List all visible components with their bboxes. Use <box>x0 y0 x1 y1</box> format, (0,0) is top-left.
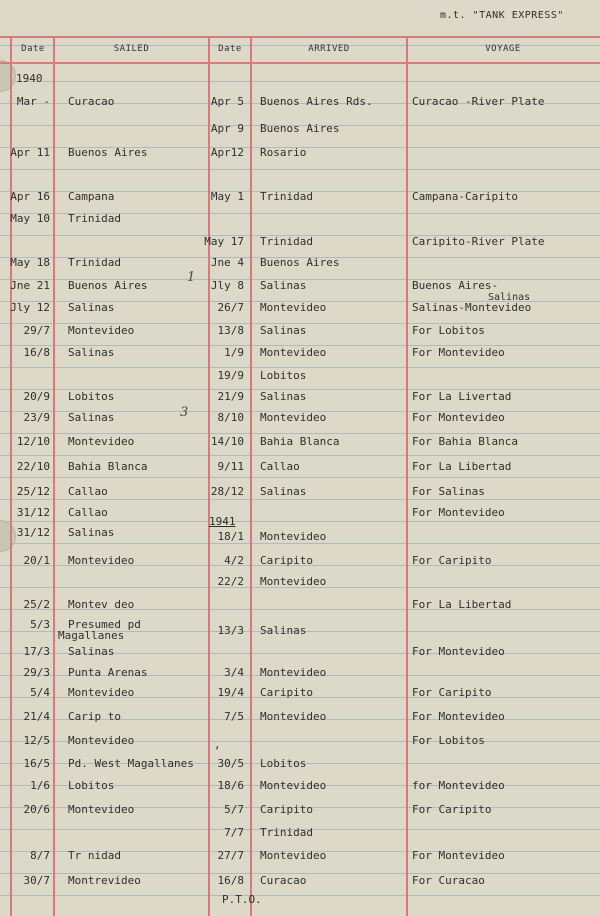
arrived-date: 1/9 <box>224 346 244 359</box>
sailed-date: Apr 11 <box>10 146 50 159</box>
sailed-date: Jne 21 <box>10 279 50 292</box>
arrived-date: 18/1 <box>217 530 244 543</box>
handwritten-mark: 1 <box>187 270 196 285</box>
sailed-date: 31/12 <box>16 506 50 519</box>
arrived-port: Montevideo <box>260 411 327 424</box>
sailed-date: 16/5 <box>23 757 50 770</box>
arrived-port: Montevideo <box>260 849 327 862</box>
arrived-port: Salinas <box>260 390 307 403</box>
arrived-date: 21/9 <box>217 390 244 403</box>
voyage: For La Libertad <box>412 460 512 473</box>
arrived-date: May 1 <box>210 190 244 203</box>
sailed-continuation: Magallanes <box>58 629 125 642</box>
arrived-date: 13/8 <box>217 324 244 337</box>
voyage: For Montevideo <box>412 346 505 359</box>
arrived-port: Caripito <box>260 554 313 567</box>
handwritten-mark: 3 <box>180 405 189 420</box>
sailed-port: Buenos Aires <box>68 279 148 292</box>
column-rule <box>250 36 252 916</box>
pto-note: P.T.O. <box>222 893 262 906</box>
arrived-date: 9/11 <box>217 460 244 473</box>
arrived-date: Jne 4 <box>210 256 244 269</box>
arrived-date: 22/2 <box>217 575 244 588</box>
voyage: Campana-Caripito <box>412 190 518 203</box>
column-rule <box>53 36 55 916</box>
sailed-date: 22/10 <box>16 460 50 473</box>
stray-mark: , <box>214 738 221 751</box>
arrived-port: Curacao <box>260 874 307 887</box>
arrived-date: 8/10 <box>217 411 244 424</box>
arrived-port: Buenos Aires <box>260 122 340 135</box>
sailed-date: 21/4 <box>23 710 50 723</box>
arrived-port: Salinas <box>260 324 307 337</box>
sailed-port: Lobitos <box>68 390 115 403</box>
header-bottom-rule <box>0 62 600 64</box>
sailed-port: Presumed pd <box>68 618 141 631</box>
arrived-port: Buenos Aires <box>260 256 340 269</box>
year-label: 1940 <box>16 72 43 85</box>
sailed-port: Pd. West Magallanes <box>68 757 194 770</box>
arrived-port: Montevideo <box>260 530 327 543</box>
voyage: Salinas-Montevideo <box>412 301 532 314</box>
arrived-date: 19/4 <box>217 686 244 699</box>
voyage: For Montevideo <box>412 506 505 519</box>
arrived-port: Trinidad <box>260 190 313 203</box>
arrived-date: 4/2 <box>224 554 244 567</box>
sailed-port: Montevideo <box>68 554 135 567</box>
voyage: For Lobitos <box>412 734 485 747</box>
arrived-port: Trinidad <box>260 235 313 248</box>
arrived-port: Callao <box>260 460 300 473</box>
sailed-date: 25/12 <box>16 485 50 498</box>
sailed-date: 12/10 <box>16 435 50 448</box>
voyage: For La Livertad <box>412 390 512 403</box>
sailed-date: 25/2 <box>23 598 50 611</box>
sailed-date: 8/7 <box>30 849 50 862</box>
sailed-port: Lobitos <box>68 779 115 792</box>
voyage-continuation: Salinas <box>488 292 531 303</box>
ship-name: m.t. "TANK EXPRESS" <box>440 10 564 21</box>
arrived-port: Montevideo <box>260 575 327 588</box>
sailed-port: Curacao <box>68 95 115 108</box>
sailed-port: Trinidad <box>68 256 121 269</box>
voyage: For Montevideo <box>412 411 505 424</box>
arrived-port: Montevideo <box>260 301 327 314</box>
arrived-date: Apr 5 <box>210 95 244 108</box>
arrived-date: May 17 <box>204 235 244 248</box>
arrived-port: Salinas <box>260 279 307 292</box>
arrived-port: Lobitos <box>260 757 307 770</box>
arrived-date: 19/9 <box>217 369 244 382</box>
header-top-rule <box>0 36 600 38</box>
voyage: For Curacao <box>412 874 485 887</box>
sailed-port: Salinas <box>68 346 115 359</box>
sailed-port: Montevideo <box>68 686 135 699</box>
header-sailed: SAILED <box>113 44 150 54</box>
sailed-port: Carip to <box>68 710 121 723</box>
sailed-port: Montevideo <box>68 734 135 747</box>
sailed-port: Buenos Aires <box>68 146 148 159</box>
sailed-date: 29/3 <box>23 666 50 679</box>
year-label-1941: 1941 <box>209 515 236 528</box>
sailed-port: Trinidad <box>68 212 121 225</box>
arrived-date: Jly 8 <box>210 279 244 292</box>
voyage: For La Libertad <box>412 598 512 611</box>
arrived-date: 30/5 <box>217 757 244 770</box>
voyage: For Lobitos <box>412 324 485 337</box>
sailed-date: 17/3 <box>23 645 50 658</box>
sailed-date: Apr 16 <box>10 190 50 203</box>
header-arrived-date: Date <box>218 44 242 54</box>
sailed-port: Tr nidad <box>68 849 121 862</box>
sailed-date: Mar - <box>16 95 50 108</box>
voyage: Curacao -River Plate <box>412 95 545 108</box>
arrived-port: Bahia Blanca <box>260 435 340 448</box>
arrived-date: 13/3 <box>217 624 244 637</box>
arrived-port: Caripito <box>260 686 313 699</box>
voyage: For Bahia Blanca <box>412 435 518 448</box>
sailed-date: 1/6 <box>30 779 50 792</box>
sailed-port: Campana <box>68 190 115 203</box>
arrived-date: 28/12 <box>210 485 244 498</box>
voyage: Buenos Aires- <box>412 279 499 292</box>
sailed-date: 23/9 <box>23 411 50 424</box>
arrived-date: 26/7 <box>217 301 244 314</box>
sailed-port: Callao <box>68 485 108 498</box>
voyage: For Caripito <box>412 554 492 567</box>
arrived-port: Montevideo <box>260 346 327 359</box>
arrived-port: Buenos Aires Rds. <box>260 95 373 108</box>
sailed-date: May 10 <box>10 212 50 225</box>
sailed-date: 20/9 <box>23 390 50 403</box>
arrived-date: 18/6 <box>217 779 244 792</box>
sailed-port: Salinas <box>68 411 115 424</box>
voyage: For Caripito <box>412 686 492 699</box>
voyage: For Montevideo <box>412 710 505 723</box>
voyage: For Caripito <box>412 803 492 816</box>
arrived-date: Apr 9 <box>210 122 244 135</box>
sailed-date: May 18 <box>10 256 50 269</box>
sailed-date: 20/6 <box>23 803 50 816</box>
sailed-port: Montrevideo <box>68 874 141 887</box>
voyage: For Montevideo <box>412 645 505 658</box>
voyage: For Salinas <box>412 485 485 498</box>
sailed-port: Montevideo <box>68 435 135 448</box>
voyage: For Montevideo <box>412 849 505 862</box>
sailed-date: 20/1 <box>23 554 50 567</box>
arrived-port: Montevideo <box>260 779 327 792</box>
header-sailed-date: Date <box>21 44 45 54</box>
sailed-date: 31/12 <box>16 526 50 539</box>
sailed-port: Montevideo <box>68 324 135 337</box>
sailed-date: 5/3 <box>30 618 50 631</box>
sailed-port: Montevideo <box>68 803 135 816</box>
arrived-date: 7/5 <box>224 710 244 723</box>
voyage: for Montevideo <box>412 779 505 792</box>
arrived-date: 7/7 <box>224 826 244 839</box>
arrived-port: Trinidad <box>260 826 313 839</box>
header-arrived: ARRIVED <box>308 44 350 54</box>
arrived-port: Rosario <box>260 146 307 159</box>
sailed-date: Jly 12 <box>10 301 50 314</box>
sailed-port: Callao <box>68 506 108 519</box>
arrived-date: 16/8 <box>217 874 244 887</box>
sailed-date: 12/5 <box>23 734 50 747</box>
arrived-port: Montevideo <box>260 710 327 723</box>
arrived-date: Apr12 <box>210 146 244 159</box>
sailed-port: Salinas <box>68 301 115 314</box>
sailed-port: Salinas <box>68 645 115 658</box>
sailed-date: 29/7 <box>23 324 50 337</box>
arrived-port: Salinas <box>260 485 307 498</box>
sailed-port: Montev deo <box>68 598 135 611</box>
sailed-date: 16/8 <box>23 346 50 359</box>
arrived-date: 5/7 <box>224 803 244 816</box>
voyage: Caripito-River Plate <box>412 235 545 248</box>
arrived-port: Lobitos <box>260 369 307 382</box>
arrived-date: 27/7 <box>217 849 244 862</box>
arrived-port: Caripito <box>260 803 313 816</box>
arrived-date: 14/10 <box>210 435 244 448</box>
arrived-port: Montevideo <box>260 666 327 679</box>
arrived-port: Salinas <box>260 624 307 637</box>
sailed-date: 30/7 <box>23 874 50 887</box>
sailed-port: Bahia Blanca <box>68 460 148 473</box>
sailed-date: 5/4 <box>30 686 50 699</box>
sailed-port: Punta Arenas <box>68 666 148 679</box>
sailed-port: Salinas <box>68 526 115 539</box>
arrived-date: 3/4 <box>224 666 244 679</box>
column-rule <box>406 36 408 916</box>
header-voyage: VOYAGE <box>485 44 521 54</box>
